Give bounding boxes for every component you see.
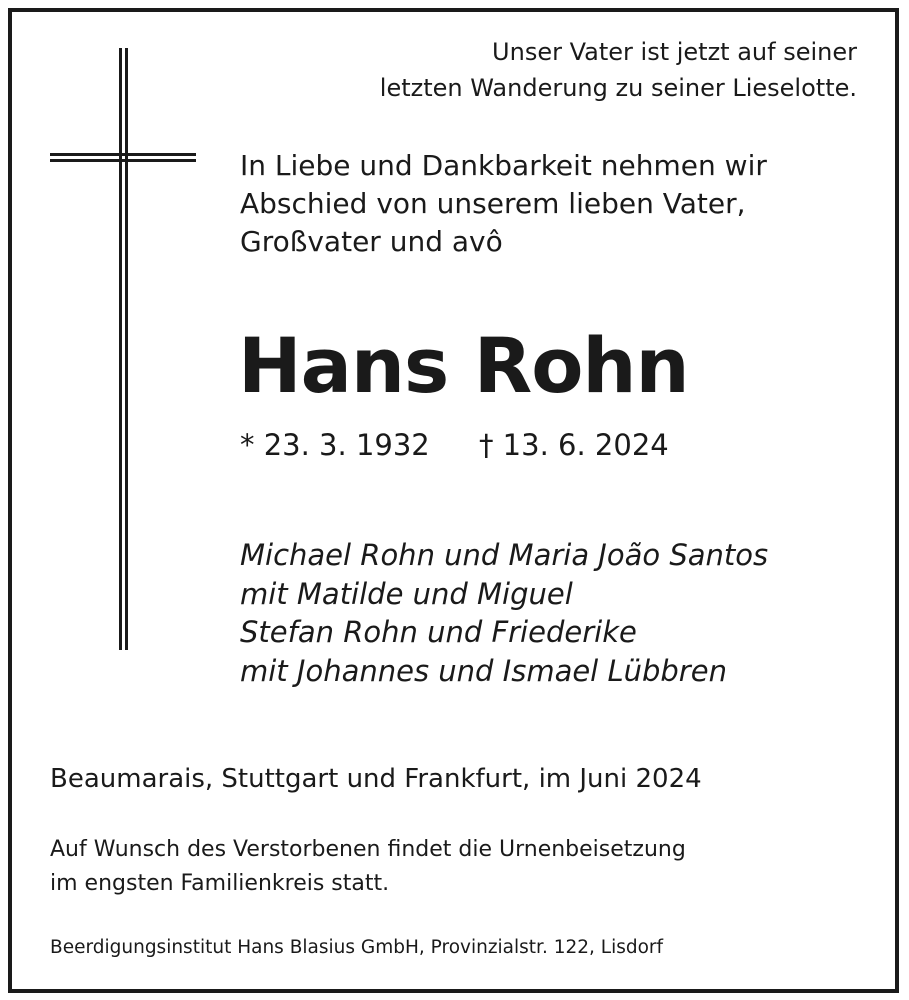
funeral-home: Beerdigungsinstitut Hans Blasius GmbH, Provinzialstr. 122, Lisdorf	[50, 937, 664, 958]
farewell-text	[240, 147, 767, 261]
mourner-line: mit Matilde und Miguel	[240, 576, 573, 611]
intro-line: Unser Vater ist jetzt auf seiner	[492, 38, 857, 66]
intro-text	[380, 34, 857, 106]
mourner-line: mit Johannes und Ismael Lübbren	[240, 653, 727, 688]
mourners-list	[240, 536, 768, 690]
birth-date: * 23. 3. 1932	[240, 428, 430, 462]
death-date: † 13. 6. 2024	[478, 428, 669, 462]
burial-notice	[50, 833, 686, 901]
mourner-line: Michael Rohn und Maria João Santos	[240, 538, 769, 572]
farewell-line: Großvater und avô	[240, 225, 503, 258]
cross-icon	[50, 48, 196, 650]
notice-line: Auf Wunsch des Verstorbenen findet die Urnenbeisetzung	[50, 837, 686, 862]
farewell-line: Abschied von unserem lieben Vater,	[240, 187, 746, 220]
mourner-line: Stefan Rohn und Friederike	[240, 615, 637, 649]
life-dates	[240, 425, 669, 465]
farewell-line: In Liebe und Dankbarkeit nehmen wir	[240, 149, 767, 182]
intro-line: letzten Wanderung zu seiner Lieselotte.	[379, 74, 857, 102]
deceased-name: Hans Rohn	[238, 321, 689, 410]
notice-line: im engsten Familienkreis statt.	[50, 871, 390, 896]
place-date: Beaumarais, Stuttgart und Frankfurt, im Juni 2024	[50, 764, 702, 794]
